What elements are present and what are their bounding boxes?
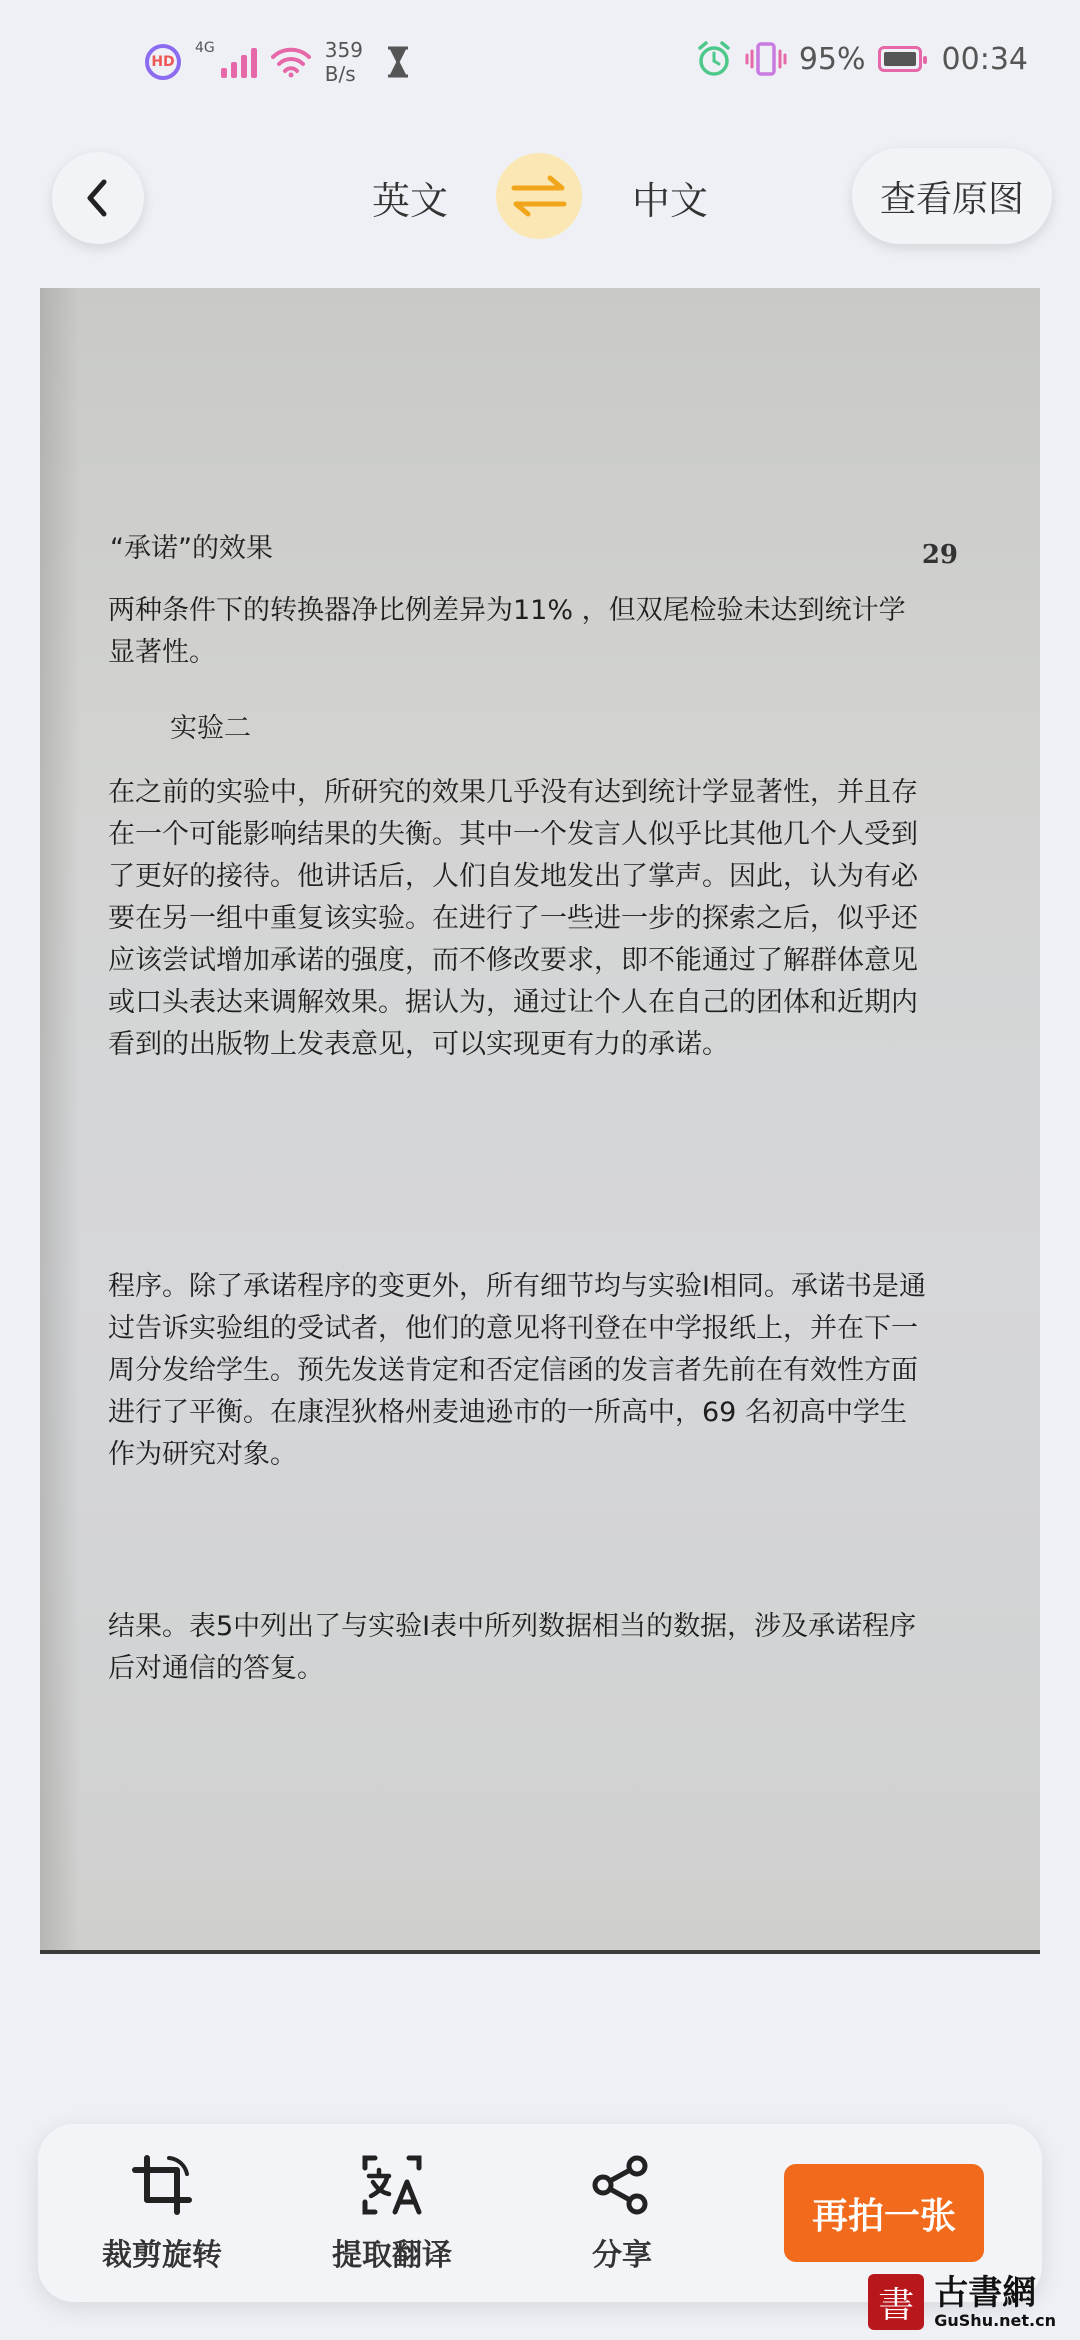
watermark-url: GuShu.net.cn <box>934 2310 1056 2330</box>
clock-time: 00:34 <box>941 41 1028 77</box>
watermark-seal: 書 <box>868 2274 924 2330</box>
paragraph-1: 两种条件下的转换器净比例差异为11% ，但双尾检验未达到统计学显著性。 <box>108 595 906 668</box>
running-header: “承诺”的效果 <box>110 533 273 564</box>
hd-label: HD <box>151 54 175 70</box>
share-button[interactable] <box>542 2152 702 2274</box>
source-language-button[interactable]: 英文 <box>372 179 449 223</box>
network-speed-value: 359 <box>324 38 363 62</box>
extract-translate-icon <box>359 2152 425 2218</box>
section-heading: 实验二 <box>170 713 251 744</box>
page-number: 29 <box>921 540 958 570</box>
share-icon <box>589 2152 655 2218</box>
paragraph-4: 结果。表5中列出了与实验I表中所列数据相当的数据，涉及承诺程序后对通信的答复。 <box>108 1611 917 1684</box>
network-speed-unit: B/s <box>324 62 356 86</box>
vibrate-icon <box>745 41 787 77</box>
swap-languages-button[interactable] <box>496 153 582 239</box>
share-label: 分享 <box>592 2238 652 2273</box>
network-type-label: 4G <box>195 40 215 56</box>
translated-document-image <box>40 288 1040 1954</box>
status-bar <box>0 0 1080 120</box>
extract-translate-label: 提取翻译 <box>332 2238 452 2273</box>
swap-arrows-icon <box>510 174 568 218</box>
back-button[interactable] <box>52 152 144 244</box>
status-right <box>695 40 1028 78</box>
crop-rotate-label: 裁剪旋转 <box>102 2238 222 2273</box>
battery-percent: 95% <box>798 41 866 77</box>
view-original-button[interactable]: 查看原图 <box>852 148 1052 244</box>
cell-signal-icon <box>221 46 257 78</box>
wifi-icon <box>271 46 311 78</box>
extract-translate-button[interactable] <box>312 2152 472 2274</box>
watermark-name: 古書網 <box>934 2272 1037 2313</box>
retake-photo-button[interactable]: 再拍一张 <box>784 2164 984 2262</box>
status-left <box>145 38 411 86</box>
network-speed <box>325 38 371 86</box>
paragraph-3: 程序。除了承诺程序的变更外，所有细节均与实验I相同。承诺书是通过告诉实验组的受试者，他们的意见将刊登在中学报纸上，并在下一周分发给学生。预先发送肯定和否定信函的发言者先前在有效性方面进行了平衡。在康涅狄格州麦迪逊市的一所高中，69 名初高中学生作为研究对象。 <box>108 1271 926 1470</box>
hd-voice-icon <box>145 44 181 80</box>
target-language-button[interactable]: 中文 <box>632 179 709 223</box>
battery-icon <box>878 46 922 72</box>
paragraph-2: 在之前的实验中，所研究的效果几乎没有达到统计学显著性，并且存在一个可能影响结果的失衡。其中一个发言人似乎比其他几个人受到了更好的接待。他讲话后，人们自发地发出了掌声。因此，认为有必要在另一组中重复该实验。在进行了一些进一步的探索之后，似乎还应该尝试增加承诺的强度，而不修改要求，即不能通过了解群体意见或口头表达来调解效果。据认为，通过让个人在自己的团体和近期内看到的出版物上发表意见，可以实现更有力的承诺。 <box>108 777 918 1060</box>
watermark-logo <box>868 2274 1056 2330</box>
crop-rotate-icon <box>129 2152 195 2218</box>
alarm-icon <box>695 40 733 78</box>
crop-rotate-button[interactable] <box>82 2152 242 2274</box>
hourglass-icon <box>385 46 411 78</box>
chevron-left-icon <box>78 178 118 218</box>
watermark-text <box>934 2272 1056 2330</box>
